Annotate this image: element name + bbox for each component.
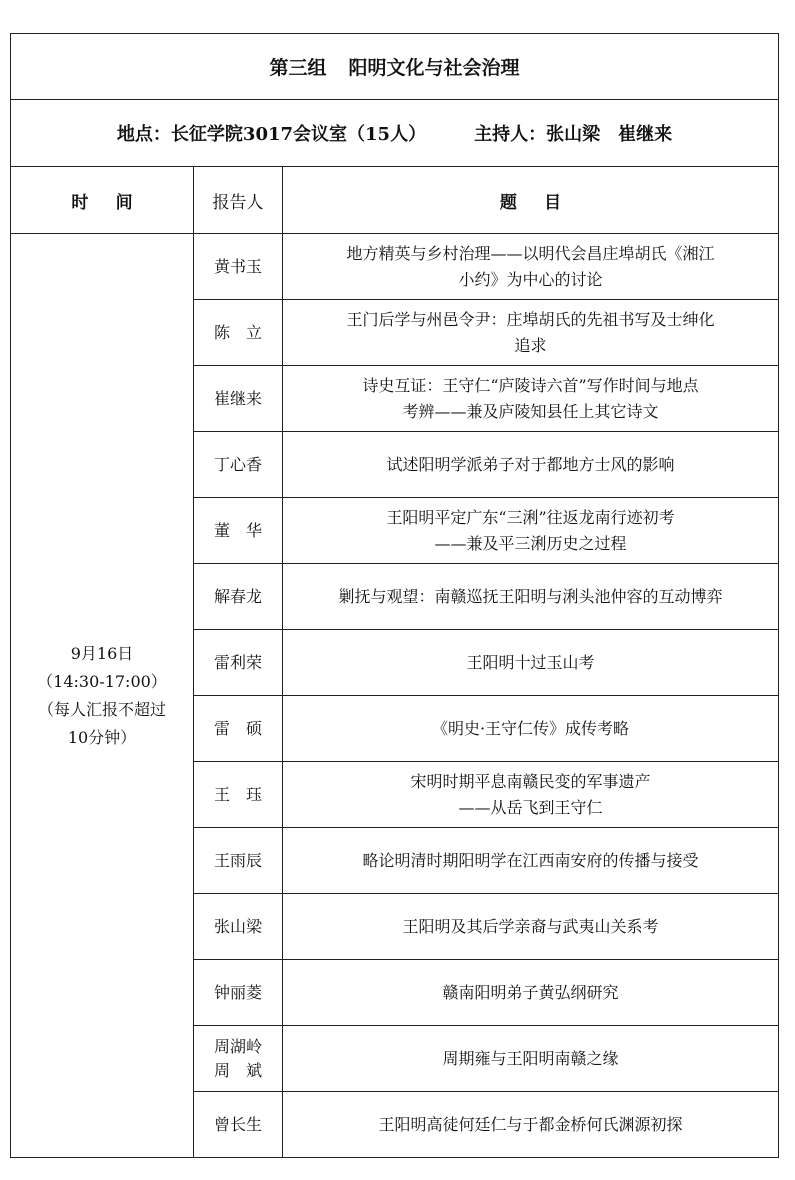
topic-text-line: 剿抚与观望：南赣巡抚王阳明与浰头池仲容的互动博弈: [338, 586, 723, 606]
topic-text-line: 考辨——兼及庐陵知县任上其它诗文: [402, 401, 659, 421]
session-note-line-1: （每人汇报不超过: [37, 699, 166, 719]
topic-text-line: ——从岳飞到王守仁: [458, 797, 603, 817]
speaker-cell: [194, 630, 283, 696]
speaker-name: 张山梁: [213, 916, 262, 936]
speaker-cell: [194, 960, 283, 1026]
session-info: [117, 124, 672, 145]
speaker-cell: [194, 564, 283, 630]
group-number: 第三组: [269, 57, 327, 79]
speaker-cell: [194, 894, 283, 960]
topic-text-line: 试述阳明学派弟子对于都地方士风的影响: [386, 454, 675, 474]
speaker-name: 丁心香: [213, 454, 262, 474]
topic-text-line: 宋明时期平息南赣民变的军事遗产: [410, 771, 651, 791]
topic-text-line: 王阳明高徒何廷仁与于都金桥何氏渊源初探: [378, 1114, 683, 1134]
speaker-name: 钟丽菱: [213, 982, 262, 1002]
topic-cell: [283, 630, 779, 696]
session-date: 9月16日: [70, 643, 134, 663]
topic-text-line: 王阳明及其后学亲裔与武夷山关系考: [402, 916, 659, 936]
speaker-name: 王雨辰: [213, 850, 262, 870]
speaker-name: 陈 立: [213, 322, 262, 342]
topic-text-line: 王门后学与州邑令尹：庄埠胡氏的先祖书写及士绅化: [346, 309, 715, 329]
speaker-cell: [194, 762, 283, 828]
topic-text-line: 地方精英与乡村治理——以明代会昌庄埠胡氏《湘江: [346, 243, 715, 263]
speaker-name: 曾长生: [213, 1114, 262, 1134]
topic-cell: [283, 828, 779, 894]
header-speaker: 报告人: [194, 167, 283, 234]
topic-cell: [283, 564, 779, 630]
speaker-name: 解春龙: [213, 586, 262, 606]
topic-cell: [283, 1092, 779, 1158]
speaker-cell: [194, 300, 283, 366]
topic-text-line: 《明史·王守仁传》成传考略: [431, 718, 630, 738]
topic-cell: [283, 300, 779, 366]
group-theme: 阳明文化与社会治理: [348, 57, 520, 79]
session-info-row: [11, 100, 779, 167]
session-note-line-2: 10分钟）: [67, 727, 137, 747]
host-text: 主持人：张山梁 崔继来: [474, 124, 673, 145]
topic-text-line: ——兼及平三浰历史之过程: [434, 533, 627, 553]
topic-cell: [283, 894, 779, 960]
topic-cell: [283, 366, 779, 432]
speaker-cell: [194, 696, 283, 762]
speaker-cell: [194, 498, 283, 564]
table-header-row: [11, 167, 779, 234]
topic-text-line: 略论明清时期阳明学在江西南安府的传播与接受: [362, 850, 699, 870]
speaker-name: 周湖岭: [213, 1036, 262, 1056]
speaker-cell: [194, 828, 283, 894]
topic-cell: [283, 1026, 779, 1092]
speaker-cell: [194, 366, 283, 432]
speaker-cell: [194, 234, 283, 300]
topic-cell: [283, 432, 779, 498]
topic-cell: [283, 234, 779, 300]
topic-cell: [283, 498, 779, 564]
group-title-row: [11, 34, 779, 100]
speaker-name: 雷 硕: [213, 718, 262, 738]
header-time: 时间: [11, 167, 194, 234]
topic-cell: [283, 960, 779, 1026]
topic-cell: [283, 696, 779, 762]
topic-text-line: 王阳明平定广东“三浰”往返龙南行迹初考: [386, 507, 675, 527]
session-info-cell: [11, 100, 779, 167]
speaker-name: 崔继来: [213, 388, 262, 408]
topic-cell: [283, 762, 779, 828]
speaker-cell: [194, 432, 283, 498]
topic-text-line: 王阳明十过玉山考: [466, 652, 595, 672]
group-title-cell: [11, 34, 779, 100]
speaker-name: 周 斌: [213, 1060, 262, 1080]
speaker-name: 董 华: [213, 520, 262, 540]
speaker-name: 黄书玉: [213, 256, 262, 276]
group-title: [269, 57, 519, 79]
topic-text-line: 追求: [514, 335, 547, 355]
topic-text-line: 赣南阳明弟子黄弘纲研究: [442, 982, 619, 1002]
topic-text-line: 小约》为中心的讨论: [458, 269, 603, 289]
speaker-name: 王 珏: [213, 784, 262, 804]
speaker-cell: [194, 1092, 283, 1158]
schedule-table: [10, 33, 779, 1158]
header-topic: 题目: [283, 167, 779, 234]
speaker-name: 雷利荣: [213, 652, 262, 672]
topic-text-line: 诗史互证：王守仁“庐陵诗六首”写作时间与地点: [362, 375, 699, 395]
location-text: 地点：长征学院3017会议室（15人）: [116, 124, 427, 145]
table-row: [11, 234, 779, 300]
session-hours: （14:30-17:00）: [37, 671, 167, 691]
speaker-cell: [194, 1026, 283, 1092]
topic-text-line: 周期雍与王阳明南赣之缘: [442, 1048, 619, 1068]
session-time-cell: [11, 234, 194, 1158]
